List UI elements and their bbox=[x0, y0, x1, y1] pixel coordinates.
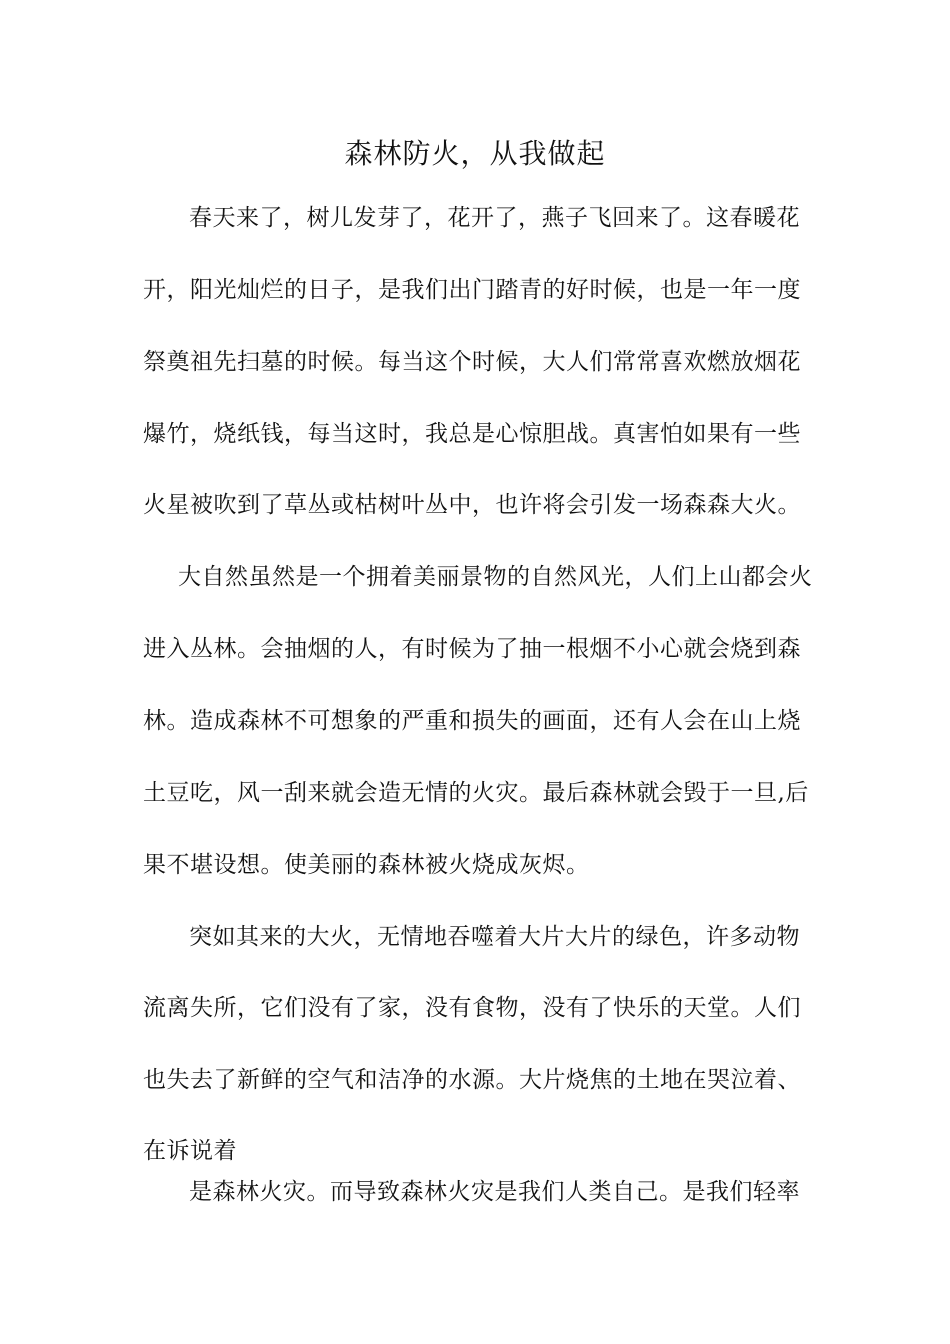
text-line: 春天来了，树儿发芽了，花开了，燕子飞回来了。这春暖花 bbox=[189, 205, 800, 231]
text-line: 土豆吃，风一刮来就会造无情的火灾。最后森林就会毁于一旦,后 bbox=[143, 780, 809, 806]
text-line: 也失去了新鲜的空气和洁净的水源。大片烧焦的土地在哭泣着、 bbox=[143, 1067, 801, 1093]
text-line: 火星被吹到了草丛或枯树叶丛中，也许将会引发一场森森大火。 bbox=[143, 492, 801, 518]
text-line: 果不堪设想。使美丽的森林被火烧成灰烬。 bbox=[143, 852, 590, 878]
text-line: 祭奠祖先扫墓的时候。每当这个时候，大人们常常喜欢燃放烟花 bbox=[143, 349, 801, 375]
text-line: 大自然虽然是一个拥着美丽景物的自然风光，人们上山都会火 bbox=[178, 564, 813, 590]
document-title: 森林防火，从我做起 bbox=[344, 137, 606, 170]
text-line: 突如其来的大火，无情地吞噬着大片大片的绿色，许多动物 bbox=[189, 924, 800, 950]
text-line: 爆竹，烧纸钱，每当这时，我总是心惊胆战。真害怕如果有一些 bbox=[143, 421, 801, 447]
text-line: 开，阳光灿烂的日子，是我们出门踏青的好时候，也是一年一度 bbox=[143, 277, 801, 303]
text-line: 林。造成森林不可想象的严重和损失的画面，还有人会在山上烧 bbox=[143, 708, 801, 734]
text-line: 是森林火灾。而导致森林火灾是我们人类自己。是我们轻率 bbox=[189, 1179, 800, 1205]
text-line: 在诉说着 bbox=[143, 1138, 237, 1164]
text-line: 进入丛林。会抽烟的人，有时候为了抽一根烟不小心就会烧到森 bbox=[143, 636, 801, 662]
text-line: 流离失所，它们没有了家，没有食物，没有了快乐的天堂。人们 bbox=[143, 995, 801, 1021]
